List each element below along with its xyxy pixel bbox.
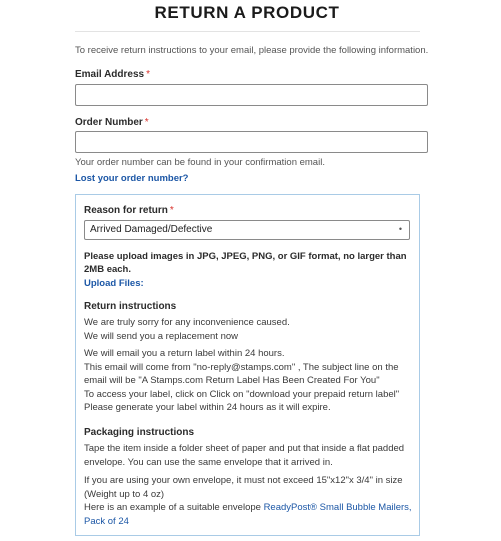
- text-line: This email will come from "no-reply@stamps.com" , The subject line on the: [84, 361, 399, 373]
- required-marker: *: [169, 205, 174, 216]
- text-line: To access your label, click on Click on "download your prepaid return label": [84, 388, 400, 400]
- text-line: envelope. You can use the same envelope that it arrived in.: [84, 456, 333, 468]
- upload-instructions: Please upload images in JPG, JPEG, PNG, or GIF format, no larger than 2MB each.: [84, 251, 407, 275]
- order-number-hint: Your order number can be found in your confirmation email.: [75, 157, 325, 168]
- intro-text: To receive return instructions to your email, please provide the following information.: [75, 45, 429, 56]
- email-label-text: Email Address: [75, 69, 145, 80]
- upload-files-link[interactable]: Upload Files:: [84, 278, 144, 289]
- text-line: We are truly sorry for any inconvenience caused.: [84, 317, 290, 328]
- email-label: [75, 69, 150, 80]
- packaging-instructions-heading: Packaging instructions: [84, 427, 195, 438]
- packaging-instructions-text: [84, 442, 404, 469]
- order-number-label: [75, 117, 149, 128]
- return-instructions-text: [84, 316, 290, 343]
- envelope-product-link[interactable]: ReadyPost® Small Bubble Mailers,: [263, 502, 412, 514]
- example-text: Here is an example of a suitable envelope: [84, 502, 261, 514]
- lost-order-number-link-wrap: [75, 173, 188, 184]
- required-marker: *: [146, 69, 151, 80]
- envelope-instructions-text: [84, 474, 412, 528]
- text-line: Please generate your label within 24 hours as it will expire.: [84, 402, 331, 414]
- text-line: (Weight up to 4 oz): [84, 488, 165, 500]
- text-line: If you are using your own envelope, it must not exceed 15"x12"x 3/4" in size: [84, 475, 403, 486]
- email-instructions-text: [84, 347, 399, 415]
- reason-select[interactable]: [84, 220, 410, 240]
- reason-label-text: Reason for return: [84, 205, 168, 216]
- example-line-continued: [84, 515, 412, 529]
- order-number-field[interactable]: [75, 131, 428, 153]
- chevron-down-icon: •: [398, 224, 402, 234]
- lost-order-number-link[interactable]: Lost your order number?: [75, 173, 189, 184]
- email-field[interactable]: [75, 84, 428, 106]
- reason-selected-value: Arrived Damaged/Defective: [90, 224, 213, 235]
- reason-label: [84, 205, 174, 216]
- text-line: We will email you a return label within 24 hours.: [84, 348, 285, 359]
- envelope-product-link-continued[interactable]: Pack of 24: [84, 515, 129, 527]
- order-number-label-text: Order Number: [75, 117, 143, 128]
- text-line: Tape the item inside a folder sheet of paper and put that inside a flat padded: [84, 443, 405, 454]
- title-divider: [75, 31, 420, 32]
- page-title: RETURN A PRODUCT: [154, 3, 340, 22]
- example-line: [84, 501, 412, 515]
- required-marker: *: [144, 117, 149, 128]
- return-instructions-heading: Return instructions: [84, 301, 177, 312]
- text-line: We will send you a replacement now: [84, 330, 239, 342]
- text-line: email will be "A Stamps.com Return Label Has Been Created For You": [84, 375, 380, 387]
- upload-files-link-wrap: [84, 278, 144, 289]
